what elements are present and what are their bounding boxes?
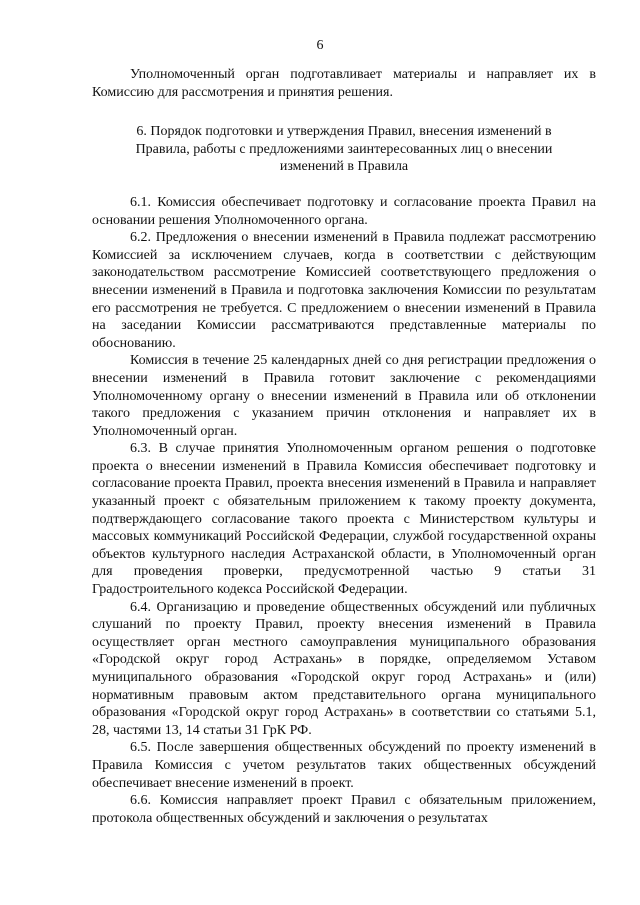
page-number: 6 bbox=[316, 38, 324, 53]
section-heading: 6. Порядок подготовки и утверждения Правил, внесения изменений в Правила, работы с предложениями заинтересованных лиц о внесении изменений в Правила bbox=[135, 124, 553, 175]
paragraph-6-3: 6.3. В случае принятия Уполномоченным органом решения о подготовке проекта о внесении изменений в Правила Комиссия обеспечивает подготовку и согласование проекта Правил, проекта внесения изменений в Правила и направляет указанный проект с обязательным приложением к такому проекту документа, подтверждающего согласование такого проекта с Министерством культуры и массовых коммуникаций Российской Федерации, службой государственной охраны объектов культурного наследия Астраханской области, в Уполномоченный орган для проведения проверки, предусмотренной частью 9 статьи 31 Градостроительного кодекса Российской Федерации. bbox=[92, 441, 596, 598]
paragraph-6-6: 6.6. Комиссия направляет проект Правил с обязательным приложением, протокола общественных обсуждений и заключения о результатах bbox=[92, 793, 596, 826]
paragraph-6-2-continued: Комиссия в течение 25 календарных дней со дня регистрации предложения о внесении изменений в Правила готовит заключение с рекомендациями Уполномоченному органу о внесении изменений в Правила или об отклонении такого предложения с указанием причин отклонения и направляет их в Уполномоченный орган. bbox=[92, 353, 596, 439]
paragraph-6-5: 6.5. После завершения общественных обсуждений по проекту изменений в Правила Комиссия с учетом результатов таких общественных обсуждений обеспечивает внесение изменений в проект. bbox=[92, 740, 596, 791]
paragraph-6-4: 6.4. Организацию и проведение общественных обсуждений или публичных слушаний по проекту Правил, проекту внесения изменений в Правила осуществляет орган местного самоуправления муниципального образования «Городской округ город Астрахань» в порядке, определяемом Уставом муниципального образования «Городской округ город Астрахань» и (или) нормативным правовым актом представительного органа муниципального образования «Городской округ город Астрахань» в соответствии со статьями 5.1, 28, частями 13, 14 статьи 31 ГрК РФ. bbox=[92, 599, 596, 738]
paragraph-6-2: 6.2. Предложения о внесении изменений в Правила подлежат рассмотрению Комиссией за исключением случаев, когда в соответствии с действующим законодательством рассмотрение Комиссией соответствующего предложения о внесении изменений в Правила и подготовка заключения Комиссии по результатам его рассмотрения не требуется. С предложением о внесении изменений в Правила на заседании Комиссии рассматриваются представленные материалы по обоснованию. bbox=[92, 230, 596, 351]
paragraph-6-1: 6.1. Комиссия обеспечивает подготовку и согласование проекта Правил на основании решения Уполномоченного органа. bbox=[92, 194, 596, 228]
intro-paragraph: Уполномоченный орган подготавливает материалы и направляет их в Комиссию для рассмотрения и принятия решения. bbox=[92, 67, 596, 100]
spacer bbox=[92, 176, 596, 194]
document-body bbox=[92, 66, 596, 827]
spacer bbox=[92, 101, 596, 123]
